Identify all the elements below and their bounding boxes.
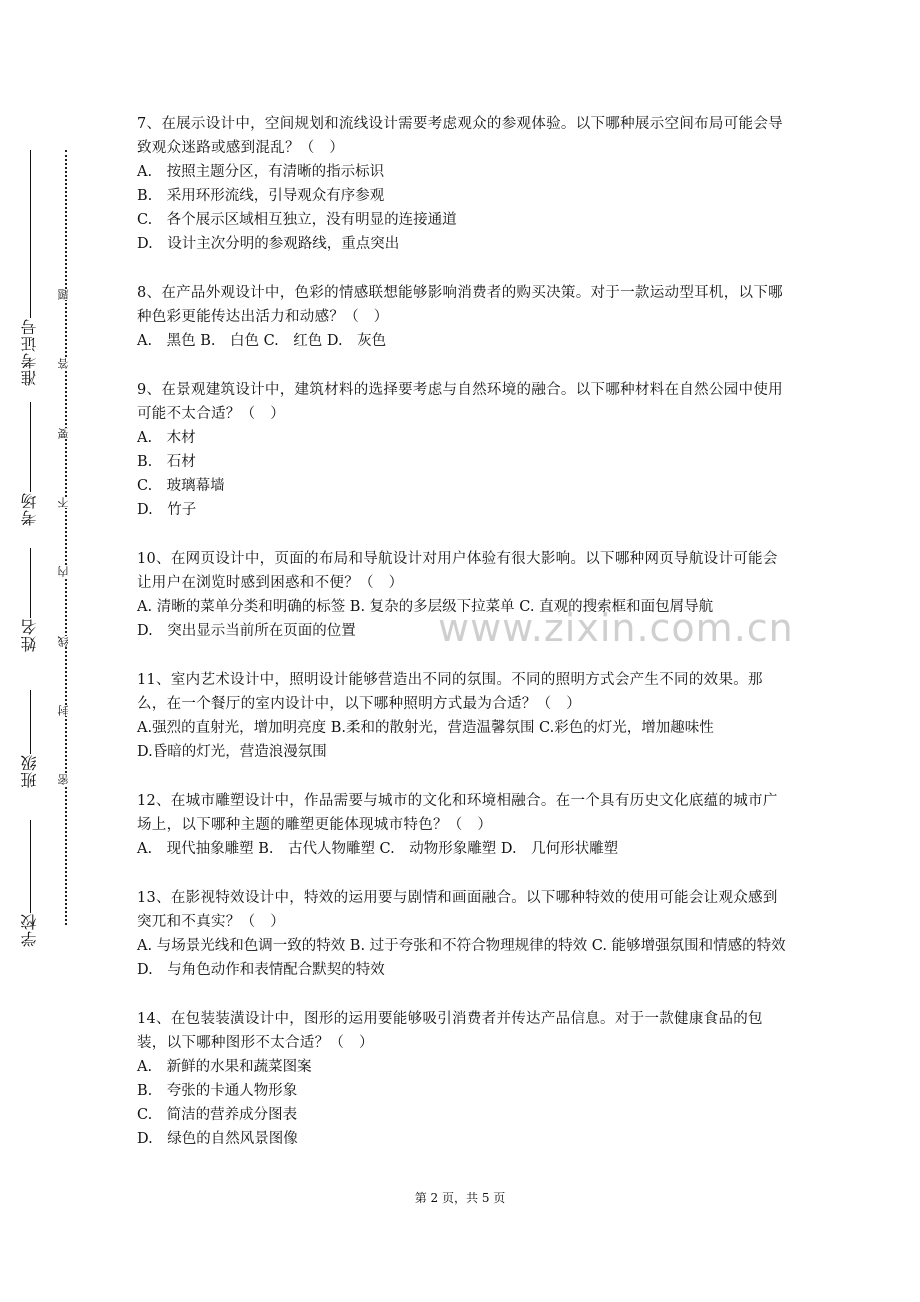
option: A. 现代抽象雕塑 B. 古代人物雕塑 C. 动物形象雕塑 D. 几何形状雕塑 [137,841,619,857]
option: C. 简洁的营养成分图表 [137,1107,298,1123]
question-text: 13、在影视特效设计中，特效的运用要与剧情和画面融合。以下哪种特效的使用可能会让观众感到突兀和不真实？（ ） [137,890,778,930]
field-underline [30,402,31,492]
question-text: 8、在产品外观设计中，色彩的情感联想能够影响消费者的购买决策。对于一款运动型耳机，以下哪种色彩更能传达出活力和动感？（ ） [137,285,783,325]
question-text: 10、在网页设计中，页面的布局和导航设计对用户体验有很大影响。以下哪种网页导航设计可能会让用户在浏览时感到困惑和不便？（ ） [137,551,778,591]
option: B. 夸张的卡通人物形象 [137,1083,298,1099]
field-label: 姓名 [20,618,39,652]
question-13 [137,886,792,982]
seal-char: 不 [58,497,74,508]
field-underline [30,150,31,318]
field-name [22,548,38,652]
field-admission-number [22,150,38,386]
question-text: 7、在展示设计中，空间规划和流线设计需要考虑观众的参观体验。以下哪种展示空间布局可能会导致观众迷路或感到混乱？（ ） [137,116,783,156]
option: A. 按照主题分区，有清晰的指示标识 [137,164,385,180]
field-label: 学校 [20,913,39,947]
option: C. 各个展示区域相互独立，没有明显的连接通道 [137,212,457,228]
seal-dotted-line [65,150,67,925]
question-text: 9、在景观建筑设计中，建筑材料的选择要考虑与自然环境的融合。以下哪种材料在自然公园中使用可能不太合适？（ ） [137,382,783,422]
question-text: 11、室内艺术设计中，照明设计能够营造出不同的氛围。不同的照明方式会产生不同的效果。那么，在一个餐厅的室内设计中，以下哪种照明方式最为合适？（ ） [137,672,763,712]
seal-char: 答 [58,358,74,369]
field-underline [30,548,31,618]
option: C. 玻璃幕墙 [137,478,225,494]
option: A. 黑色 B. 白色 C. 红色 D. 灰色 [137,333,387,349]
option: A. 新鲜的水果和蔬菜图案 [137,1059,312,1075]
option: A.强烈的直射光，增加明亮度 B.柔和的散射光，营造温馨氛围 C.彩色的灯光，增加趣味性 [137,720,714,736]
option: D. 竹子 [137,502,197,518]
seal-char: 内 [58,566,74,577]
option: A. 清晰的菜单分类和明确的标签 B. 复杂的多层级下拉菜单 C. 直观的搜索框和面包屑导航 [137,599,714,615]
field-label: 考场 [20,492,39,526]
question-7 [137,112,792,256]
option: D. 绿色的自然风景图像 [137,1131,298,1147]
question-text: 14、在包装装潢设计中，图形的运用要能够吸引消费者并传达产品信息。对于一款健康食品的包装，以下哪种图形不太合适？（ ） [137,1011,763,1051]
field-class [22,690,38,788]
option: D. 设计主次分明的参观路线，重点突出 [137,236,400,252]
option: B. 采用环形流线，引导观众有序参观 [137,188,385,204]
field-exam-room [22,402,38,526]
seal-char: 线 [58,636,74,647]
seal-char: 要 [58,428,74,439]
option: D.昏暗的灯光，营造浪漫氛围 [137,744,327,760]
option: D. 突出显示当前所在页面的位置 [137,623,356,639]
watermark: www.zixin.com.cn [438,606,794,650]
question-8 [137,281,792,353]
field-underline [30,820,31,913]
question-14 [137,1007,792,1151]
field-label: 班级 [20,754,39,788]
question-11 [137,668,792,764]
page-footer: 第 2 页，共 5 页 [414,1191,506,1205]
field-label: 准考证号 [20,318,39,386]
seal-char: 题 [58,289,74,300]
seal-char: 封 [58,705,74,716]
field-school [22,820,38,947]
seal-char: 密 [58,774,74,785]
option: A. 与场景光线和色调一致的特效 B. 过于夸张和不符合物理规律的特效 C. 能够增强氛围和情感的特效 D. 与角色动作和表情配合默契的特效 [137,938,786,978]
option: A. 木材 [137,430,196,446]
option: B. 石材 [137,454,196,470]
question-text: 12、在城市雕塑设计中，作品需要与城市的文化和环境相融合。在一个具有历史文化底蕴的城市广场上，以下哪种主题的雕塑更能体现城市特色？（ ） [137,793,778,833]
question-9 [137,378,792,522]
question-12 [137,789,792,861]
field-underline [30,690,31,754]
